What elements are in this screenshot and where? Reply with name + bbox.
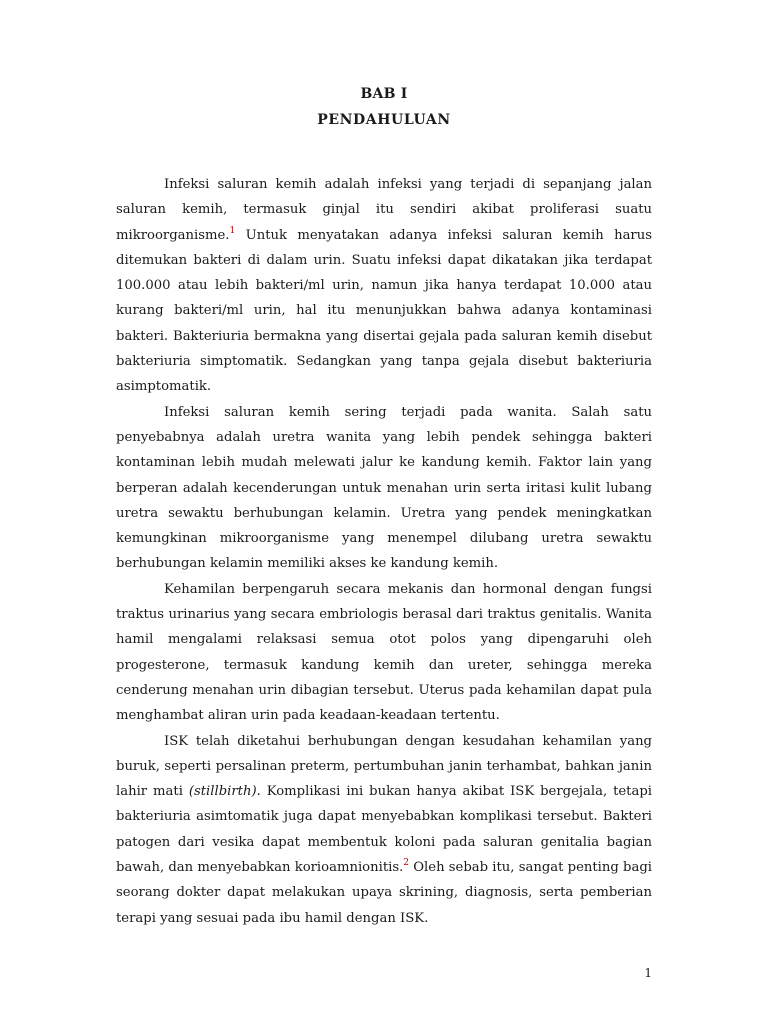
paragraph-4-italic-term: (stillbirth). — [188, 784, 261, 800]
chapter-title: PENDAHULUAN — [317, 112, 451, 128]
footnote-ref-2: 2 — [403, 858, 410, 869]
paragraph-4 — [116, 729, 652, 931]
paragraph-1 — [116, 172, 652, 400]
chapter-label: BAB I — [360, 86, 408, 102]
footnote-ref-1: 1 — [229, 225, 236, 236]
paragraph-4-text-b: Komplikasi ini bukan hanya akibat ISK bergejala, tetapi bakteriuria asimtomatik juga dapat menyebabkan komplikasi tersebut. Bakteri patogen dari vesika dapat membentuk koloni pada saluran genitalia bagian bawah, dan menyebabkan korioamnionitis. — [116, 784, 652, 876]
paragraph-2: Infeksi saluran kemih sering terjadi pada wanita. Salah satu penyebabnya adalah uretra wanita yang lebih pendek sehingga bakteri kontaminan lebih mudah melewati jalur ke kandung kemih. Faktor lain yang berperan adalah kecenderungan untuk menahan urin serta iritasi kulit lubang uretra sewaktu berhubungan kelamin. Uretra yang pendek meningkatkan kemungkinan mikroorganisme yang menempel dilubang uretra sewaktu berhubungan kelamin memiliki akses ke kandung kemih. — [116, 404, 652, 572]
paragraph-1-text-a: Infeksi saluran kemih adalah infeksi yang terjadi di sepanjang jalan saluran kemih, termasuk ginjal itu sendiri akibat proliferasi suatu mikroorganisme. — [116, 177, 652, 243]
page-number: 1 — [644, 966, 652, 980]
paragraph-1-text-b: Untuk menyatakan adanya infeksi saluran kemih harus ditemukan bakteri di dalam urin. Suatu infeksi dapat dikatakan jika terdapat 100.000 atau lebih bakteri/ml urin, namun jika hanya terdapat 10.000 atau kurang bakteri/ml urin, hal itu menunjukkan bahwa adanya kontaminasi bakteri. Bakteriuria bermakna yang disertai gejala pada saluran kemih disebut bakteriuria simptomatik. Sedangkan yang tanpa gejala disebut bakteriuria asimptomatik. — [116, 227, 652, 395]
paragraph-4-text-a: ISK telah diketahui berhubungan dengan kesudahan kehamilan yang buruk, seperti persalinan preterm, pertumbuhan janin terhambat, bahkan janin lahir mati — [116, 733, 652, 800]
body-text — [116, 172, 652, 931]
paragraph-4-text-c: Oleh sebab itu, sangat penting bagi seorang dokter dapat melakukan upaya skrining, diagnosis, serta pemberian terapi yang sesuai pada ibu hamil dengan ISK. — [116, 860, 652, 926]
paragraph-3: Kehamilan berpengaruh secara mekanis dan hormonal dengan fungsi traktus urinarius yang secara embriologis berasal dari traktus genitalis. Wanita hamil mengalami relaksasi semua otot polos yang dipengaruhi oleh progesterone, termasuk kandung kemih dan ureter, sehingga mereka cenderung menahan urin dibagian tersebut. Uterus pada kehamilan dapat pula menghambat aliran urin pada keadaan-keadaan tertentu. — [116, 581, 652, 724]
